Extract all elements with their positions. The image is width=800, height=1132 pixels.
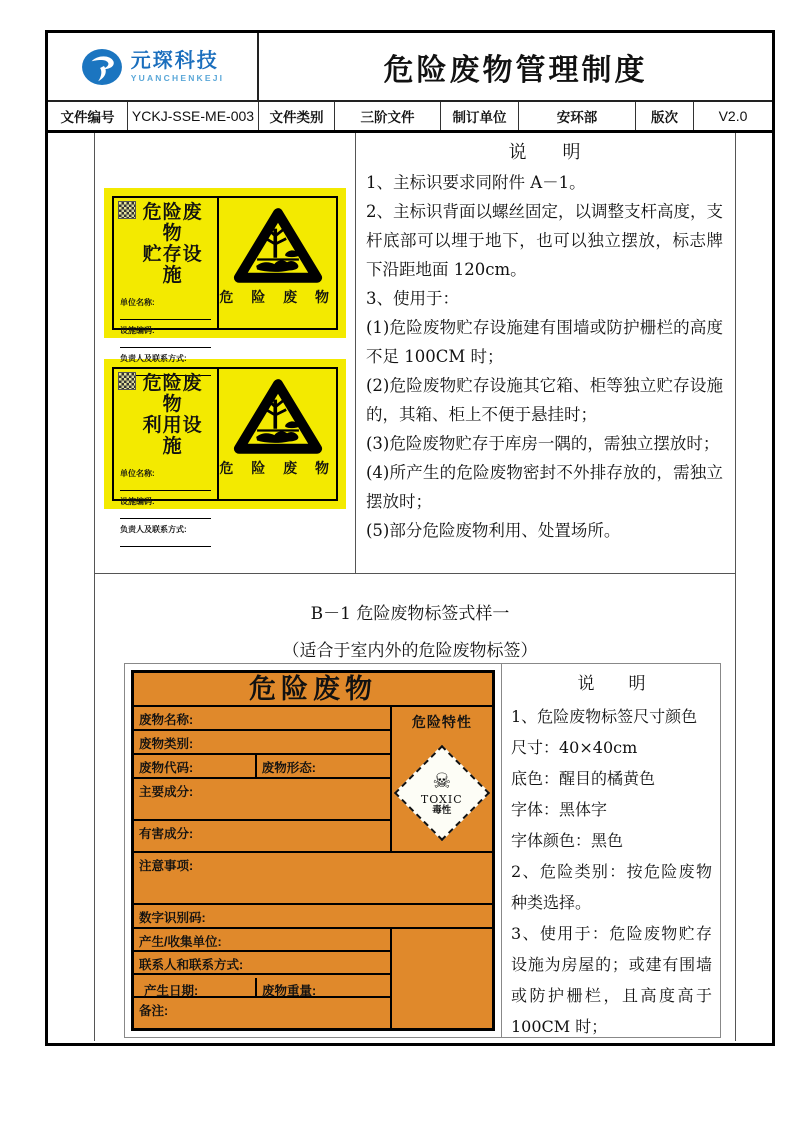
sign-board <box>112 196 338 363</box>
waste-name-field: 废物名称: <box>134 707 390 731</box>
sign-info-panel <box>114 369 219 534</box>
note-paragraph: (5)部分危险废物利用、处置场所。 <box>366 521 621 540</box>
company-name-cn: 元琛科技 <box>130 49 219 72</box>
produce-date-field: 产生日期: <box>139 978 257 996</box>
hazard-property-column <box>392 707 492 851</box>
company-logo-icon <box>81 48 123 86</box>
sign-field-underline <box>120 308 211 320</box>
date-weight-row <box>134 975 390 998</box>
note-paragraph: 底色：醒目的橘黄色 <box>511 769 656 788</box>
label-main-grid <box>134 707 492 853</box>
label-fields-column <box>134 707 392 851</box>
toxic-diamond-icon <box>394 745 490 841</box>
doc-type-label: 文件类别 <box>259 102 335 130</box>
company-logo <box>48 33 259 100</box>
note-paragraph: 2、主标识背面以螺丝固定，以调整支杆高度，支杆底部可以埋于地下，也可以独立摆放，标志牌下沿距地面 120cm。 <box>366 202 723 279</box>
doc-version-label: 版次 <box>636 102 694 130</box>
note-paragraph: (3)危险废物贮存于库房一隅的，需独立摆放时； <box>366 434 720 453</box>
content-area <box>48 133 772 1041</box>
precautions-field: 注意事项: <box>134 853 492 905</box>
label-section-subheading: （适合于室内外的危险废物标签） <box>282 641 538 661</box>
sign-fields <box>120 292 211 376</box>
note-paragraph: 字体：黑体字 <box>511 800 608 819</box>
sign-images-cell <box>95 133 356 573</box>
label-image-cell <box>125 664 502 1037</box>
note-paragraph: 尺寸：40×40cm <box>511 738 638 757</box>
doc-type-value: 三阶文件 <box>335 102 441 130</box>
document-frame <box>45 30 775 1046</box>
doc-version-value: V2.0 <box>718 108 748 124</box>
company-name <box>131 51 224 83</box>
sign-field-underline <box>120 535 211 547</box>
sign-caption: 危 险 废 物 <box>219 460 336 476</box>
digital-id-field: 数字识别码: <box>134 905 492 929</box>
label-blank-cell <box>392 929 492 1028</box>
label-title: 危险废物 <box>134 673 492 707</box>
sign-warning-panel <box>219 369 336 499</box>
sign-section <box>95 133 735 574</box>
remark-field: 备注: <box>139 1004 169 1018</box>
toxic-label-cn: 毒性 <box>432 804 452 816</box>
sign-field-underline <box>120 336 211 348</box>
notes-title: 说 明 <box>508 142 581 163</box>
label-bottom-grid <box>134 929 492 1028</box>
storage-facility-sign <box>104 188 346 363</box>
sign-title-line2: 利用设施 <box>142 415 203 457</box>
harmful-components-field: 有害成分: <box>139 827 194 841</box>
sign-caption: 危 险 废 物 <box>219 289 336 305</box>
document-info-row <box>48 102 772 133</box>
sign-field-label: 单位名称: <box>120 298 155 307</box>
main-components-field: 主要成分: <box>134 779 390 821</box>
sign-title-line1: 危险废物 <box>142 373 203 415</box>
notes-title: 说 明 <box>577 674 646 694</box>
header <box>48 33 772 102</box>
contact-field: 联系人和联系方式: <box>134 952 390 975</box>
label-bottom-fields <box>134 929 392 1028</box>
hazard-triangle-icon <box>232 376 324 456</box>
page-title: 危险废物管理制度 <box>383 52 648 88</box>
label-section-heading: B－1 危险废物标签式样一 <box>310 604 510 624</box>
note-paragraph: 1、危险废物标签尺寸颜色 <box>511 707 698 726</box>
sign-field-label: 设施编码: <box>120 326 155 335</box>
doc-unit-value: 安环部 <box>519 102 636 130</box>
note-paragraph: 3、使用于： <box>366 289 459 308</box>
toxic-label-en: TOXIC <box>420 792 463 806</box>
skull-crossbones-icon: ☠ <box>432 768 452 793</box>
sign-info-panel <box>114 198 219 363</box>
doc-number-label: 文件编号 <box>48 102 128 130</box>
sign-notes-cell <box>356 133 735 573</box>
waste-code-form-row <box>134 755 390 779</box>
note-paragraph: (1)危险废物贮存设施建有围墙或防护栅栏的高度不足 100CM 时； <box>366 318 723 366</box>
waste-form-field: 废物形态: <box>261 761 316 775</box>
note-paragraph: 3、使用于：危险废物贮存设施为房屋的；或建有围墙或防护栅栏，且高度高于 100CM 时； <box>511 924 712 1036</box>
sign-field-label: 负责人及联系方式: <box>120 525 187 534</box>
sign-warning-panel <box>219 198 336 328</box>
note-paragraph: 字体颜色：黑色 <box>511 831 624 850</box>
hazardous-waste-label <box>131 670 495 1031</box>
sign-field-underline <box>120 479 211 491</box>
utilization-facility-sign <box>104 359 346 534</box>
waste-category-field: 废物类别: <box>134 731 390 755</box>
note-paragraph: (2)危险废物贮存设施其它箱、柜等独立贮存设施的，其箱、柜上不便于悬挂时； <box>366 376 723 424</box>
sign-fields <box>120 463 211 547</box>
waste-weight-field: 废物重量: <box>261 984 317 998</box>
sign-title-line1: 危险废物 <box>142 202 203 244</box>
label-section <box>124 663 721 1038</box>
title-cell <box>259 33 772 100</box>
label-notes-cell <box>502 664 720 1037</box>
toxic-diamond-content <box>420 768 463 816</box>
qr-code-icon <box>118 201 136 219</box>
waste-code-field: 废物代码: <box>134 755 257 777</box>
right-gutter-line <box>735 133 736 1041</box>
sign-field-label: 设施编码: <box>120 497 155 506</box>
doc-number-value: YCKJ-SSE-ME-003 <box>128 102 259 130</box>
qr-code-icon <box>118 372 136 390</box>
hazard-triangle-icon <box>232 205 324 285</box>
note-paragraph: (4)所产生的危险废物密封不外排存放的，需独立摆放时； <box>366 463 723 511</box>
sign-field-label: 单位名称: <box>120 469 155 478</box>
company-name-en: YUANCHENKEJI <box>130 72 225 83</box>
note-paragraph: 2、危险类别：按危险废物种类选择。 <box>511 862 712 912</box>
sign-field-underline <box>120 507 211 519</box>
sign-board <box>112 367 338 534</box>
note-paragraph: 1、主标识要求同附件 A－1。 <box>366 173 586 192</box>
doc-unit-label: 制订单位 <box>441 102 519 130</box>
sign-title-line2: 贮存设施 <box>142 244 203 286</box>
hazard-property-header: 危险特性 <box>411 714 472 730</box>
sign-field-label: 负责人及联系方式: <box>120 354 187 363</box>
producer-field: 产生/收集单位: <box>134 929 390 952</box>
